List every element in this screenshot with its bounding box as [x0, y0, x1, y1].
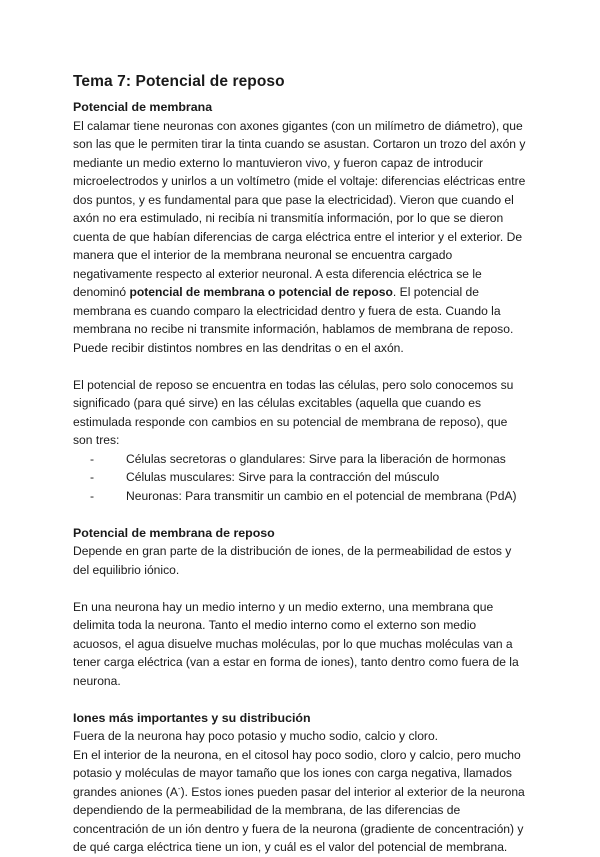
section-heading-potencial-de-membrana-de-reposo: Potencial de membrana de reposo [73, 525, 275, 540]
text-line: Fuera de la neurona hay poco potasio y mucho sodio, calcio y cloro. [73, 729, 439, 743]
text-line: son tres: [73, 433, 120, 447]
text-run: . El potencial de [392, 285, 479, 299]
text-line: concentración de un ión dentro y fuera de la neurona (gradiente de concentración) y [73, 821, 524, 836]
paragraph-medio-interno-externo [73, 598, 533, 691]
list-item-text: Células secretoras o glandulares: Sirve para la liberación de hormonas [126, 451, 506, 466]
text-line: axón no era estimulado, ni recibía ni transmitía información, por lo que se dieron [73, 211, 504, 225]
text-line [73, 283, 533, 302]
text-line: El potencial de reposo se encuentra en todas las células, pero solo conocemos su [73, 377, 514, 392]
text-line: dependiendo de la permeabilidad de la membrana, de las diferencias de [73, 803, 461, 817]
text-line: El calamar tiene neuronas con axones gigantes (con un milímetro de diámetro), que [73, 118, 523, 133]
text-line: mediante un medio externo lo mantuvieron vivo, y fueron capaz de introducir [73, 155, 484, 170]
text-line: negativamente respecto al exterior neuronal. A esta diferencia eléctrica se le [73, 266, 482, 281]
text-line: cuenta de que habían diferencias de carga eléctrica entre el interior y el exterior. De [73, 229, 523, 244]
dash-bullet: - [90, 451, 95, 466]
text-line: membrana no recibe ni transmite información, hablamos de membrana de reposo. [73, 322, 514, 336]
text-line: tener carga eléctrica (van a estar en forma de iones), tanto dentro como fuera de la [73, 655, 519, 669]
list-item-text: Células musculares: Sirve para la contracción del músculo [126, 470, 440, 484]
text-line: manera que el interior de la membrana neuronal se encuentra cargado [73, 248, 453, 262]
text-run: grandes aniones (A [73, 784, 178, 799]
text-line: acuosos, el agua disuelve muchas moléculas, por lo que muchas moléculas van a [73, 636, 513, 651]
text-line: En el interior de la neurona, en el citosol hay poco sodio, cloro y calcio, pero mucho [73, 747, 521, 762]
paragraph-celulas-excitables [73, 376, 533, 450]
list-item [73, 468, 533, 487]
bold-term: potencial de membrana o potencial de reposo [129, 285, 393, 299]
text-line: membrana es cuando comparo la electricidad dentro y fuera de esta. Cuando la [73, 303, 501, 318]
list-item [73, 450, 533, 469]
list-item-text: Neuronas: Para transmitir un cambio en el potencial de membrana (PdA) [126, 488, 517, 503]
text-line: Puede recibir distintos nombres en las dendritas o en el axón. [73, 340, 404, 355]
text-line [73, 783, 533, 802]
dash-bullet: - [90, 488, 95, 503]
text-line: neurona. [73, 673, 121, 688]
dash-bullet: - [90, 470, 95, 484]
list-item [73, 487, 533, 506]
section-heading-iones: Iones más importantes y su distribución [73, 710, 311, 725]
paragraph-potencial-de-membrana [73, 117, 533, 358]
text-line: delimita toda la neurona. Tanto el medio interno como el externo son medio [73, 618, 477, 632]
text-line: Depende en gran parte de la distribución de iones, de la permeabilidad de estos y [73, 544, 512, 558]
text-line: son las que le permiten tirar la tinta cuando se asustan. Cortaron un trozo del axón y [73, 137, 526, 151]
text-line: microelectrodos y unirlos a un voltímetro (mide el voltaje: diferencias eléctricas entre [73, 174, 526, 188]
text-line: dos puntos, y es fundamental para que pase la electricidad). Vieron que cuando el [73, 192, 514, 207]
excitable-cells-list [73, 450, 533, 506]
paragraph-iones [73, 727, 533, 857]
text-line: estimulada responde con cambios en su potencial de membrana de reposo), que [73, 414, 508, 429]
text-line: potasio y moléculas de mayor tamaño que los iones con carga negativa, llamados [73, 766, 512, 780]
document-page [73, 72, 533, 857]
text-line: de qué carga eléctrica tiene un ion, y cuál es el valor del potencial de membrana. [73, 840, 508, 854]
text-run: denominó [73, 285, 130, 299]
paragraph-reposo [73, 542, 533, 579]
section-heading-potencial-de-membrana: Potencial de membrana [73, 100, 213, 114]
text-line: En una neurona hay un medio interno y un medio externo, una membrana que [73, 599, 494, 614]
text-line: significado (para qué sirve) en las células excitables (aquella que cuando es [73, 396, 482, 410]
text-run: ). Estos iones pueden pasar del interior al exterior de la neurona [180, 784, 525, 799]
superscript-charge: - [177, 783, 181, 793]
text-line: del equilibrio iónico. [73, 562, 180, 577]
page-title: Tema 7: Potencial de reposo [73, 73, 285, 90]
